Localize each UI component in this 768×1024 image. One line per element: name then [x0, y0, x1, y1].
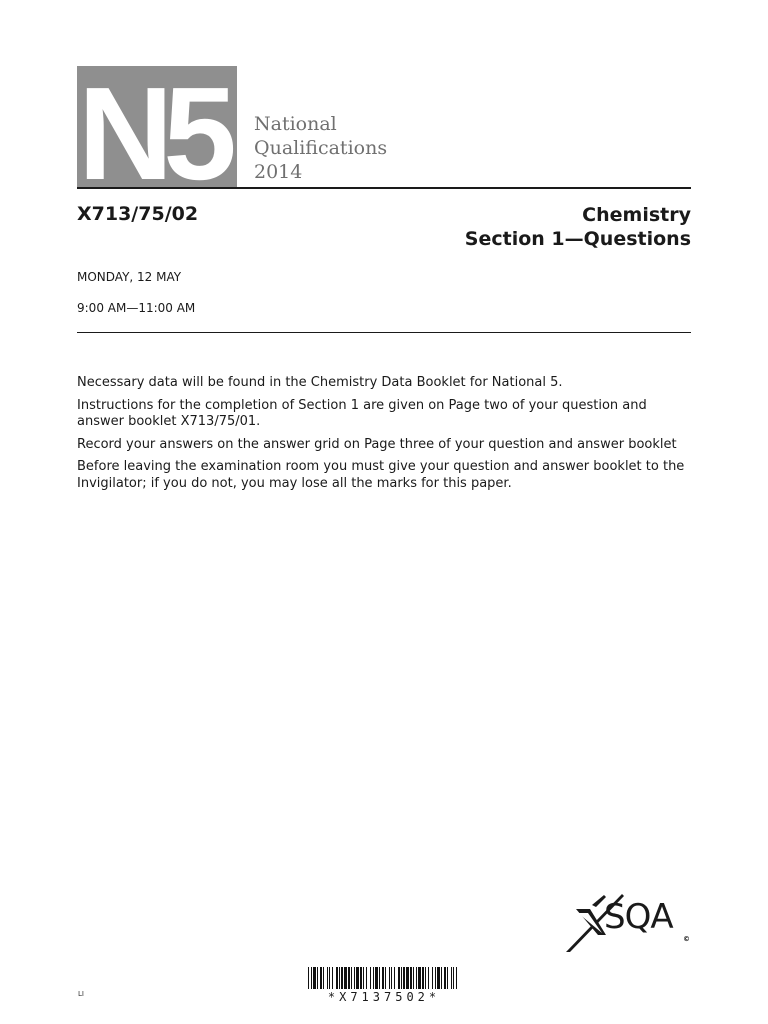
instructions-divider [77, 332, 691, 333]
exam-date: MONDAY, 12 MAY [77, 270, 182, 284]
n5-logo-text: N5 [78, 66, 227, 187]
sqa-logo-text: SQA [604, 897, 673, 937]
subject-block [465, 203, 691, 251]
n5-logo [77, 66, 237, 187]
instruction-paragraph: Necessary data will be found in the Chemistry Data Booklet for National 5. [77, 375, 563, 390]
subject-title: Chemistry [582, 204, 691, 226]
barcode [308, 967, 460, 989]
paper-code: X713/75/02 [77, 203, 199, 225]
barcode-text: *X7137502* [327, 990, 441, 1004]
instructions [77, 375, 691, 498]
qualification-title [254, 112, 387, 184]
qualification-line: National [254, 113, 337, 135]
header-divider [77, 187, 691, 189]
qualification-year: 2014 [254, 161, 303, 183]
instruction-paragraph: Record your answers on the answer grid on Page three of your question and answer booklet [77, 436, 677, 452]
qualification-line: Qualifications [254, 137, 388, 159]
instruction-paragraph: Instructions for the completion of Section 1 are given on Page two of your question and answer booklet X713/75/01. [77, 397, 647, 429]
exam-time: 9:00 AM—11:00 AM [77, 301, 196, 315]
instruction-paragraph: Before leaving the examination room you must give your question and answer booklet to the Invigilator; if you do not, you may lose all the marks for this paper. [77, 459, 685, 491]
copyright-symbol: © [683, 935, 690, 943]
section-title: Section 1—Questions [464, 228, 691, 250]
page-mark: LI [78, 990, 84, 998]
